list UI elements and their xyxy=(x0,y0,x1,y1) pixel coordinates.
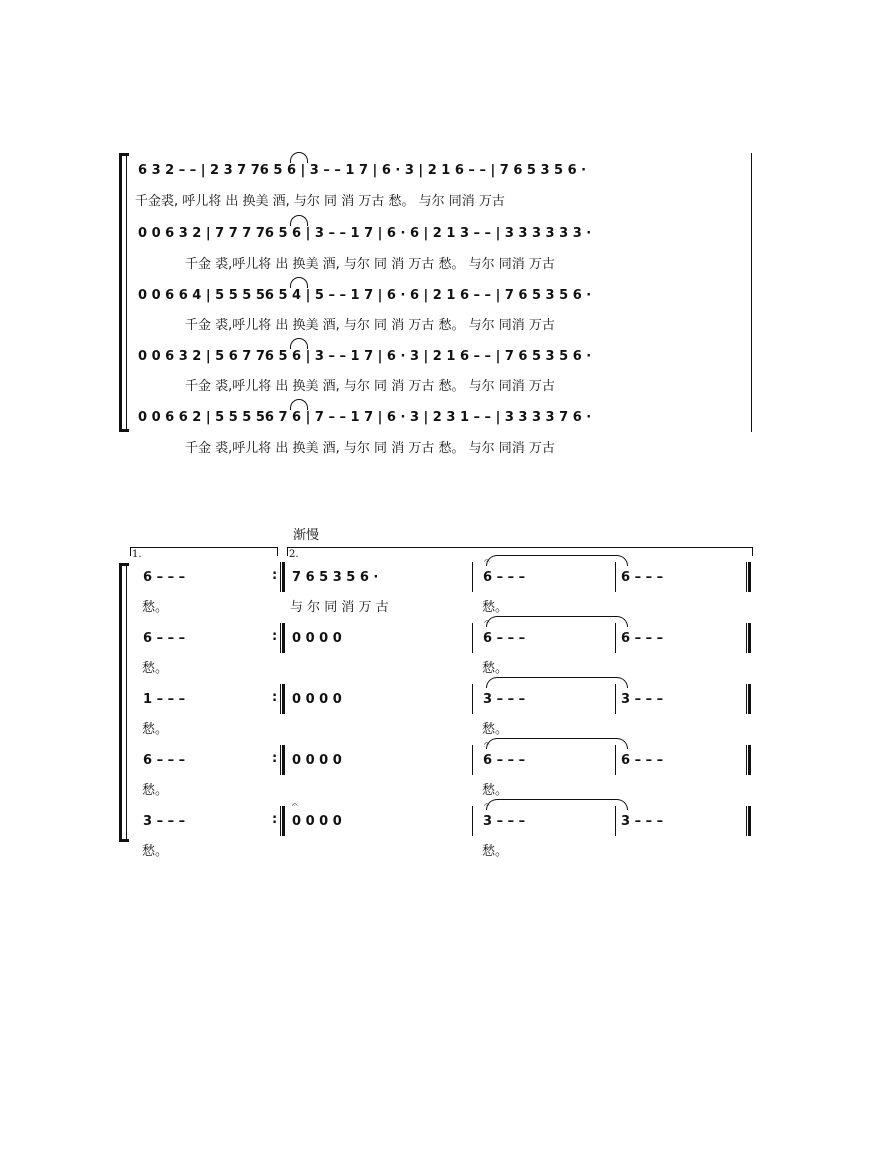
final-barline xyxy=(746,806,751,836)
lyric-line: 愁。 xyxy=(482,783,509,798)
lyric-line: 千金 裘,呼儿将 出 换美 酒, 与尔 同 消 万古 愁。 与尔 同消 万古 xyxy=(185,379,555,394)
notation-line: 0 0 6 6 4 | 5 5 5 56 5 4 | 5 – – 1 7 | 6 · 6 | 2 1 6 – – | 7 6 5 3 5 6 · xyxy=(138,288,592,303)
bracket-hook-top xyxy=(119,563,129,566)
volta-1-bracket xyxy=(130,547,278,556)
system-barline-left xyxy=(126,153,127,432)
ending-notes: 3 – – – xyxy=(621,814,664,829)
tie xyxy=(486,616,628,627)
ending-notes: 6 – – – xyxy=(483,570,526,585)
barline xyxy=(615,623,616,653)
volta-1-notes: 6 – – – xyxy=(143,753,186,768)
volta-2-label: 2. xyxy=(289,549,299,560)
repeat-sign: : xyxy=(272,812,278,827)
lyric-line: 愁。 xyxy=(482,722,509,737)
barline xyxy=(615,806,616,836)
repeat-sign: : xyxy=(272,690,278,705)
notation-line: 0 0 6 6 2 | 5 5 5 56 7 6 | 7 – – 1 7 | 6 · 3 | 2 3 1 – – | 3 3 3 3 7 6 · xyxy=(138,410,592,425)
volta-2-notes: 0 0 0 0 xyxy=(292,814,342,829)
system-barline-left xyxy=(126,563,127,842)
volta-1-notes: 1 – – – xyxy=(143,692,186,707)
lyric-line: 愁。 xyxy=(482,844,509,859)
lyric-line: 千金 裘,呼儿将 出 换美 酒, 与尔 同 消 万古 愁。 与尔 同消 万古 xyxy=(185,257,555,272)
fermata-icon: 𝄐 xyxy=(484,617,490,628)
barline xyxy=(472,562,473,592)
slur xyxy=(290,215,308,226)
lyric-line: 愁。 xyxy=(142,722,169,737)
volta-2-notes: 7 6 5 3 5 6 · xyxy=(292,570,379,585)
lyric-line: 千金裘, 呼儿将 出 换美 酒, 与尔 同 消 万古 愁。 与尔 同消 万古 xyxy=(135,194,505,209)
tie xyxy=(486,555,628,566)
lyric-line: 愁。 xyxy=(482,600,509,615)
barline xyxy=(615,562,616,592)
notation-line: 0 0 6 3 2 | 5 6 7 76 5 6 | 3 – – 1 7 | 6 · 3 | 2 1 6 – – | 7 6 5 3 5 6 · xyxy=(138,349,592,364)
fermata-icon: 𝄐 xyxy=(292,800,298,811)
barline xyxy=(472,684,473,714)
tie xyxy=(486,799,628,810)
repeat-sign: : xyxy=(272,568,278,583)
ending-notes: 3 – – – xyxy=(621,692,664,707)
ending-notes: 6 – – – xyxy=(621,753,664,768)
lyric-line: 愁。 xyxy=(142,783,169,798)
repeat-barline xyxy=(280,745,285,775)
lyric-line: 千金 裘,呼儿将 出 换美 酒, 与尔 同 消 万古 愁。 与尔 同消 万古 xyxy=(185,318,555,333)
volta-1-notes: 6 – – – xyxy=(143,631,186,646)
lyric-line: 千金 裘,呼儿将 出 换美 酒, 与尔 同 消 万古 愁。 与尔 同消 万古 xyxy=(185,441,555,456)
fermata-icon: 𝄐 xyxy=(484,739,490,750)
ending-notes: 6 – – – xyxy=(483,631,526,646)
barline xyxy=(615,684,616,714)
volta-2-notes: 0 0 0 0 xyxy=(292,631,342,646)
barline xyxy=(472,623,473,653)
volta-1-notes: 6 – – – xyxy=(143,570,186,585)
ending-notes: 6 – – – xyxy=(621,631,664,646)
volta-1-label: 1. xyxy=(132,549,142,560)
lyric-line: 愁。 xyxy=(142,661,169,676)
bracket-hook-top xyxy=(119,153,129,156)
fermata-icon: 𝄐 xyxy=(484,556,490,567)
volta-1-notes: 3 – – – xyxy=(143,814,186,829)
system-bracket xyxy=(119,563,122,842)
final-barline xyxy=(746,623,751,653)
repeat-barline xyxy=(280,806,285,836)
repeat-barline xyxy=(280,623,285,653)
lyric-line: 愁。 xyxy=(142,844,169,859)
slur xyxy=(290,277,308,288)
notation-line: 0 0 6 3 2 | 7 7 7 76 5 6 | 3 – – 1 7 | 6 · 6 | 2 1 3 – – | 3 3 3 3 3 3 · xyxy=(138,226,592,241)
lyric-line: 愁。 xyxy=(142,600,169,615)
slur xyxy=(290,338,308,349)
barline xyxy=(615,745,616,775)
tie xyxy=(486,738,628,749)
tie xyxy=(486,677,628,688)
lyric-line: 与 尔 同 消 万 古 xyxy=(290,600,389,615)
ending-notes: 6 – – – xyxy=(483,753,526,768)
final-barline xyxy=(746,562,751,592)
barline xyxy=(472,745,473,775)
bracket-hook-bottom xyxy=(119,839,129,842)
lyric-line: 愁。 xyxy=(482,661,509,676)
slur xyxy=(290,152,308,163)
repeat-sign: : xyxy=(272,629,278,644)
repeat-sign: : xyxy=(272,751,278,766)
fermata-icon: 𝄐 xyxy=(484,800,490,811)
ending-notes: 3 – – – xyxy=(483,692,526,707)
volta-2-notes: 0 0 0 0 xyxy=(292,753,342,768)
tempo-marking: 渐慢 xyxy=(293,528,320,543)
volta-2-notes: 0 0 0 0 xyxy=(292,692,342,707)
system-barline-right xyxy=(751,153,752,432)
final-barline xyxy=(746,745,751,775)
repeat-barline xyxy=(280,562,285,592)
ending-notes: 6 – – – xyxy=(621,570,664,585)
barline xyxy=(472,806,473,836)
ending-notes: 3 – – – xyxy=(483,814,526,829)
repeat-barline xyxy=(280,684,285,714)
slur xyxy=(290,399,308,410)
system-bracket xyxy=(119,153,122,432)
final-barline xyxy=(746,684,751,714)
notation-line: 6 3 2 – – | 2 3 7 76 5 6 | 3 – – 1 7 | 6 · 3 | 2 1 6 – – | 7 6 5 3 5 6 · xyxy=(138,163,587,178)
bracket-hook-bottom xyxy=(119,429,129,432)
